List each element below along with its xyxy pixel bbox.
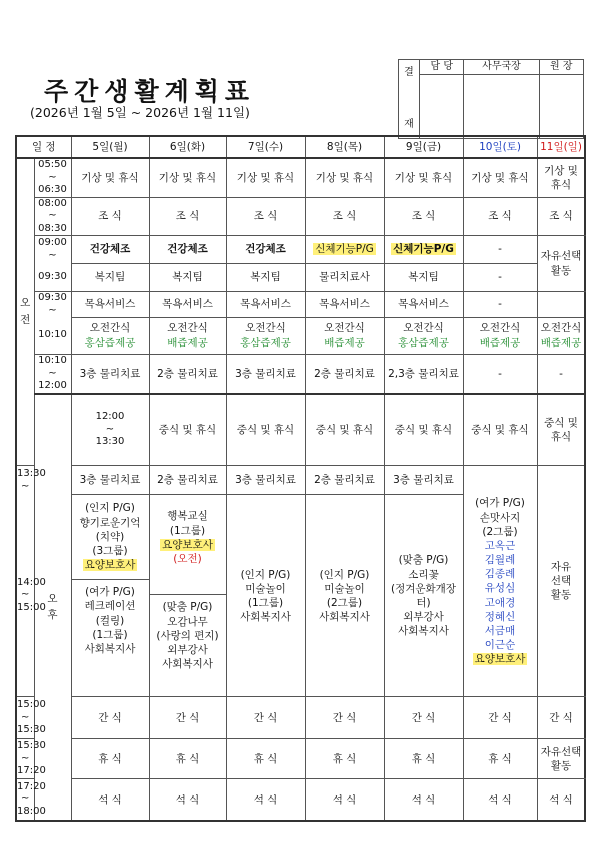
time-cell [16, 779, 46, 821]
weekly-schedule-table [15, 135, 586, 822]
time-cell [34, 354, 71, 394]
physical-program-highlight: 신체기능P/G [315, 243, 374, 256]
program-text: (인지 P/G) 미술놀이 (1그룹) 사회복지사 [240, 568, 291, 624]
cell-breakfast: 조 식 [537, 197, 585, 236]
cell-physio: 3층 물리치료 [226, 354, 305, 394]
snack-label: 오전간식 [540, 322, 582, 335]
time-text: 05:50 ~ 06:30 [38, 159, 67, 195]
participant-name: 이근순 [484, 639, 516, 652]
time-text: 13:30 ~ [17, 468, 46, 492]
cell-rest: 휴 식 [305, 739, 384, 779]
mon-program-top [72, 495, 149, 572]
header-day-sun: 11일(일) [537, 136, 585, 158]
cell-breakfast: 조 식 [71, 197, 149, 236]
snack-drink: 배즙제공 [540, 336, 582, 349]
cell-mon-programs [71, 495, 149, 697]
time-text: 15:00 ~ 15:30 [17, 699, 46, 736]
time-cell [16, 697, 46, 739]
cell-snack-pm: 간 식 [384, 697, 463, 739]
cell-physio: 2,3층 물리치료 [384, 354, 463, 394]
cell-lunch: 중식 및 휴식 [537, 394, 585, 466]
approval-side-label [399, 60, 420, 139]
snack-label: 오전간식 [167, 322, 208, 335]
cell-sun-free-activity [537, 466, 585, 697]
cell-wake-sun [537, 158, 585, 197]
cell-breakfast: 조 식 [463, 197, 537, 236]
program-text: (여가 P/G) 손맛사지 (2그룹) [475, 497, 525, 538]
snack-drink: 홍삼즙제공 [84, 336, 136, 349]
approval-sign-director[interactable] [464, 75, 539, 139]
cell-wake: 기상 및 휴식 [463, 158, 537, 197]
cell-wake: 기상 및 휴식 [384, 158, 463, 197]
time-text: 10:10 ~ 12:00 [38, 355, 67, 391]
time-cell [34, 158, 71, 197]
time-text: 15:30 ~ 17:20 [17, 740, 46, 777]
cell-program [226, 495, 305, 697]
time-text: 10:10 [38, 329, 67, 340]
participant-name: 정혜신 [484, 610, 516, 623]
cell-wake: 기상 및 휴식 [305, 158, 384, 197]
cell-dinner: 석 식 [384, 779, 463, 821]
cell-snack-am [71, 317, 149, 354]
cell-sun-free-text: 자유 선택 활동 [550, 561, 572, 602]
cell-program [305, 495, 384, 697]
cell-team: 복지팀 [226, 264, 305, 292]
cell-bath: 목욕서비스 [149, 292, 226, 318]
cell-rest-sun [537, 739, 585, 779]
cell-lunch: 중식 및 휴식 [463, 394, 537, 466]
approval-role-director: 사무국장 [464, 60, 539, 75]
cell-team: - [463, 264, 537, 292]
cell-snack-pm: 간 식 [149, 697, 226, 739]
cell-dinner: 석 식 [226, 779, 305, 821]
cell-snack-am [305, 317, 384, 354]
cell-physio: 3층 물리치료 [226, 466, 305, 495]
document-title: 주간생활계획표 [44, 77, 256, 106]
cell-lunch: 중식 및 휴식 [384, 394, 463, 466]
caregiver-highlight: 요양보호사 [162, 538, 213, 551]
cell-team: 물리치료사 [305, 264, 384, 292]
snack-drink: 홍삼즙제공 [240, 336, 291, 349]
cell-snack-am [537, 317, 585, 354]
approval-box [398, 59, 584, 139]
cell-physio: 3층 물리치료 [71, 466, 149, 495]
header-day-wed: 7일(수) [226, 136, 305, 158]
time-text: 09:30 ~ [38, 292, 67, 316]
cell-sun-free-text: 자유선택 활동 [540, 250, 582, 277]
section-pm-text: 오 후 [47, 592, 58, 622]
cell-rest: 휴 식 [384, 739, 463, 779]
cell-team: 복지팀 [384, 264, 463, 292]
program-text: (인지 P/G) 미술놀이 (2그룹) 사회복지사 [319, 568, 370, 624]
cell-exercise: 건강체조 [71, 236, 149, 264]
cell-physio: 2층 물리치료 [149, 466, 226, 495]
approval-side-top: 결 [404, 67, 414, 78]
cell-physio: 3층 물리치료 [71, 354, 149, 394]
cell-wake: 기상 및 휴식 [226, 158, 305, 197]
time-text: 08:00 ~ 08:30 [38, 197, 67, 234]
approval-side-bottom: 재 [404, 119, 414, 130]
cell-bath: 목욕서비스 [226, 292, 305, 318]
cell-bath: 목욕서비스 [305, 292, 384, 318]
cell-dinner: 석 식 [463, 779, 537, 821]
program-text: 행복교실 (1그룹) [167, 510, 208, 537]
cell-rest: 휴 식 [71, 739, 149, 779]
cell-snack-am [149, 317, 226, 354]
cell-dinner: 석 식 [537, 779, 585, 821]
program-text: (맞춤 P/G) 소리꽃 (정겨운화개장 터) 외부강사 사회복지사 [391, 554, 456, 638]
cell-wake: 기상 및 휴식 [71, 158, 149, 197]
cell-breakfast: 조 식 [149, 197, 226, 236]
participant-name: 고애경 [484, 596, 516, 609]
time-cell [34, 236, 71, 264]
header-schedule-label: 일 정 [16, 136, 71, 158]
section-am-text: 오 전 [20, 297, 31, 327]
time-text: 09:00 ~ [38, 237, 67, 261]
cell-dinner: 석 식 [71, 779, 149, 821]
participant-name: 김월례 [484, 554, 516, 567]
header-day-fri: 9일(금) [384, 136, 463, 158]
header-day-thu: 8일(목) [305, 136, 384, 158]
time-cell [34, 317, 71, 354]
time-text: 17:20 ~ 18:00 [17, 780, 46, 817]
cell-lunch: 중식 및 휴식 [149, 394, 226, 466]
approval-sign-staff[interactable] [420, 75, 464, 139]
program-note: (오전) [173, 552, 202, 565]
approval-role-staff: 담 당 [420, 60, 464, 75]
snack-drink: 홍삼즙제공 [398, 336, 449, 349]
snack-label: 오전간식 [403, 322, 444, 335]
cell-lunch: 중식 및 휴식 [305, 394, 384, 466]
time-text: 09:30 [38, 271, 67, 282]
physical-program-highlight: 신체기능P/G [393, 243, 454, 256]
cell-physio: - [537, 354, 585, 394]
caregiver-highlight: 요양보호사 [84, 559, 136, 572]
snack-drink: 배즙제공 [324, 336, 365, 349]
time-text: 14:00 ~ 15:00 [17, 576, 46, 613]
caregiver-highlight: 요양보호사 [474, 653, 526, 666]
cell-snack-pm: 간 식 [226, 697, 305, 739]
cell-snack-am [226, 317, 305, 354]
program-text: (인지 P/G) 향기로운기억 (치약) (3그룹) [79, 502, 141, 557]
cell-breakfast: 조 식 [305, 197, 384, 236]
cell-snack-pm: 간 식 [71, 697, 149, 739]
time-cell [16, 466, 46, 495]
snack-label: 오전간식 [479, 322, 521, 335]
cell-exercise: - [463, 236, 537, 264]
cell-physio: 2층 물리치료 [305, 354, 384, 394]
snack-label: 오전간식 [245, 322, 286, 335]
time-cell [34, 292, 71, 318]
cell-exercise: 건강체조 [149, 236, 226, 264]
time-cell [71, 394, 149, 466]
header-day-sat: 10일(토) [463, 136, 537, 158]
cell-team: 복지팀 [71, 264, 149, 292]
cell-rest: 휴 식 [149, 739, 226, 779]
cell-empty [537, 292, 585, 318]
cell-physio: - [463, 354, 537, 394]
cell-snack-am [463, 317, 537, 354]
tue-program-top [150, 495, 226, 586]
snack-label: 오전간식 [324, 322, 365, 335]
cell-physio: 2층 물리치료 [305, 466, 384, 495]
cell-exercise: 건강체조 [226, 236, 305, 264]
cell-rest: 휴 식 [226, 739, 305, 779]
tue-program-bottom [150, 594, 226, 671]
time-cell [34, 264, 71, 292]
participant-name: 고옥근 [484, 539, 516, 552]
cell-snack-am [384, 317, 463, 354]
cell-exercise [305, 236, 384, 264]
cell-snack-pm: 간 식 [463, 697, 537, 739]
cell-physio: 3층 물리치료 [384, 466, 463, 495]
snack-drink: 배즙제공 [479, 336, 521, 349]
cell-exercise [384, 236, 463, 264]
cell-snack-pm: 간 식 [305, 697, 384, 739]
cell-lunch: 중식 및 휴식 [226, 394, 305, 466]
cell-tue-programs [149, 495, 226, 697]
section-am-label [16, 158, 34, 466]
snack-label: 오전간식 [89, 322, 131, 335]
cell-bath: 목욕서비스 [384, 292, 463, 318]
document-period: (2026년 1월 5일 ~ 2026년 1월 11일) [30, 105, 250, 120]
header-day-mon: 5일(월) [71, 136, 149, 158]
participant-name: 김종례 [484, 568, 516, 581]
participant-name: 유성심 [484, 582, 516, 595]
program-text: (여가 P/G) 레크레이션 (컬링) (1그룹) 사회복지사 [84, 586, 136, 655]
time-cell [16, 739, 46, 779]
cell-snack-pm: 간 식 [537, 697, 585, 739]
approval-sign-head[interactable] [539, 75, 584, 139]
cell-bath: 목욕서비스 [71, 292, 149, 318]
cell-bath: - [463, 292, 537, 318]
time-cell [34, 197, 71, 236]
cell-wake: 기상 및 휴식 [149, 158, 226, 197]
cell-rest-sun-text: 자유선택 활동 [540, 745, 582, 772]
cell-breakfast: 조 식 [226, 197, 305, 236]
time-text: 12:00 ~ 13:30 [95, 411, 125, 448]
participant-name: 서금매 [484, 624, 516, 637]
time-cell [16, 495, 46, 697]
snack-drink: 배즙제공 [167, 336, 208, 349]
cell-dinner: 석 식 [149, 779, 226, 821]
cell-dinner: 석 식 [305, 779, 384, 821]
cell-wake-sun-text: 기상 및 휴식 [544, 164, 578, 191]
approval-role-head: 원 장 [539, 60, 584, 75]
cell-program [384, 495, 463, 697]
mon-program-bottom [72, 579, 149, 656]
cell-sun-free-activity [537, 236, 585, 292]
cell-team: 복지팀 [149, 264, 226, 292]
cell-rest: 휴 식 [463, 739, 537, 779]
program-text: (맞춤 P/G) 오감나무 (사랑의 편지) 외부강사 사회복지사 [156, 601, 219, 671]
cell-physio: 2층 물리치료 [149, 354, 226, 394]
cell-sat-massage-program [463, 466, 537, 697]
cell-breakfast: 조 식 [384, 197, 463, 236]
header-day-tue: 6일(화) [149, 136, 226, 158]
